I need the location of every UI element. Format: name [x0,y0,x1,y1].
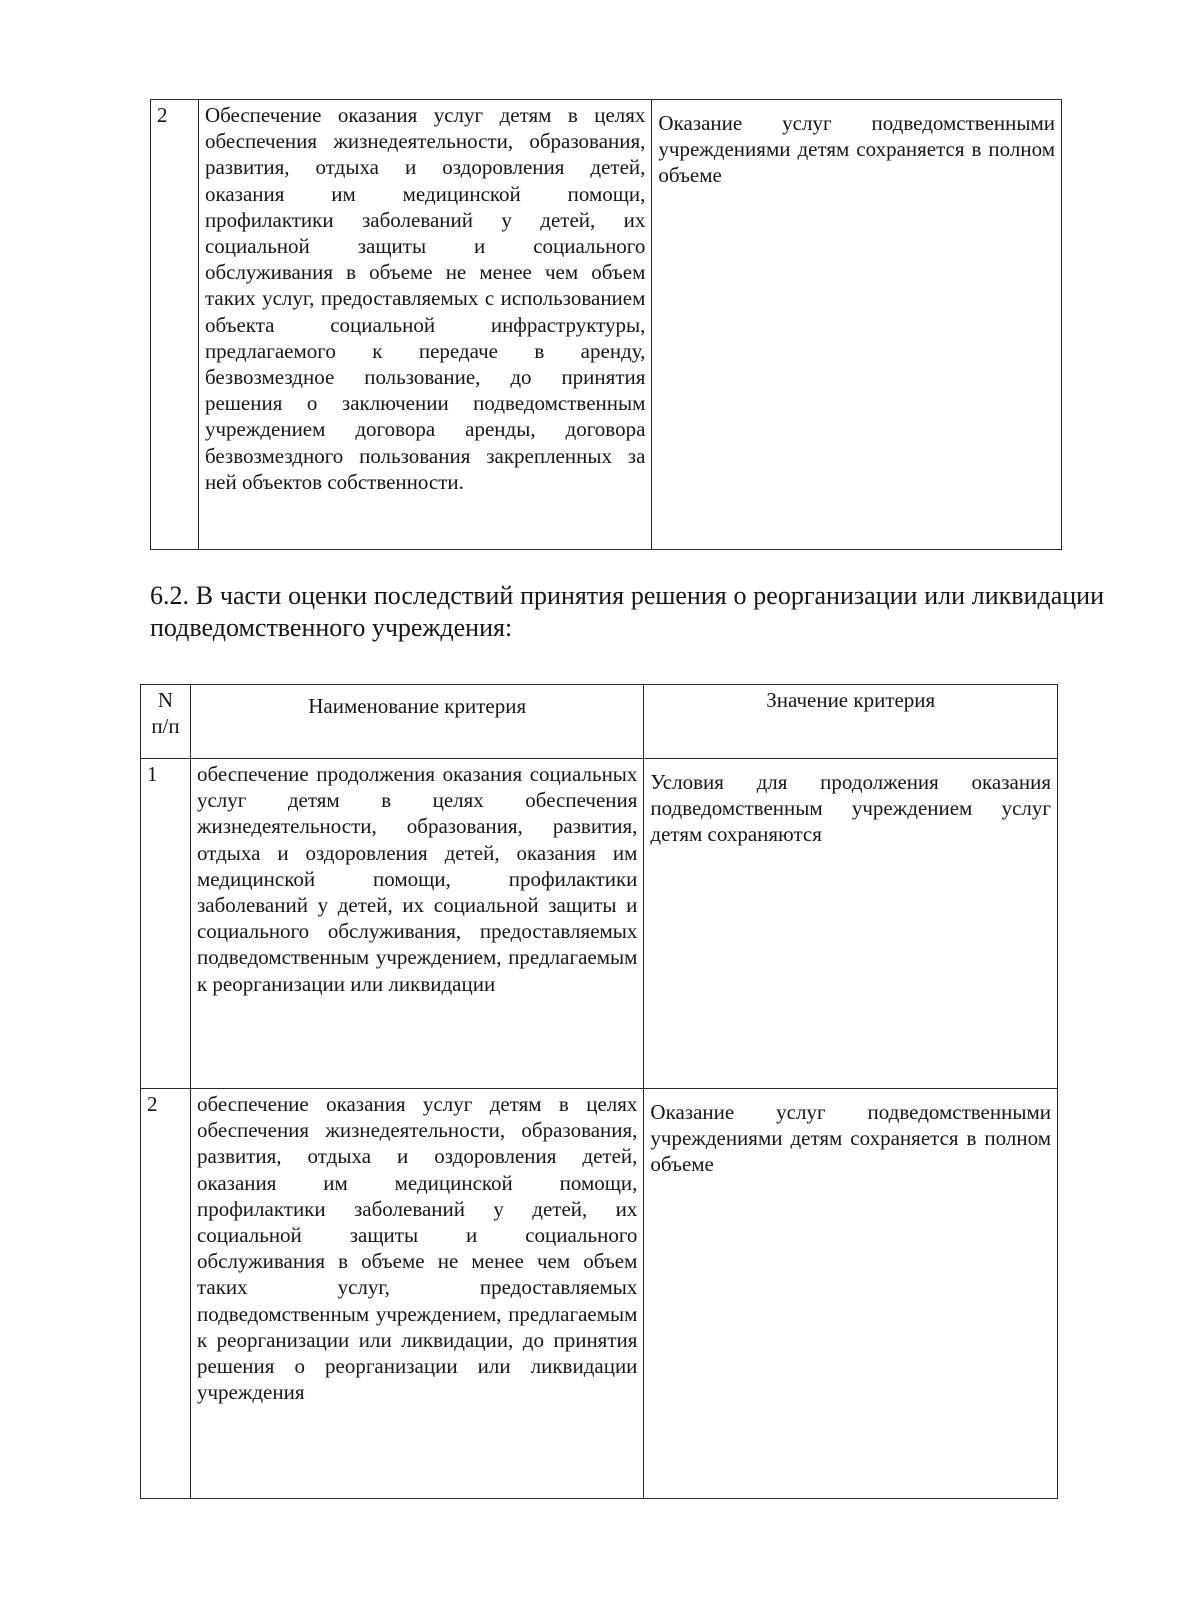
section-heading: 6.2. В части оценки последствий принятия решения о реорганизации или ликвидации подведомственного учреждения: [150,581,1104,642]
criterion-name: обеспечение продолжения оказания социальных услуг детям в целях обеспечения жизнедеятельности, образования, развития, отдыха и оздоровления детей, оказания им медицинской помощи, профилактики заболеваний у детей, их социальной защиты и социального обслуживания, предоставляемых подведомственным учреждением, предлагаемым к реорганизации или ликвидации [190,759,643,1089]
criteria-table [140,684,1058,1499]
criterion-name: Обеспечение оказания услуг детям в целях обеспечения жизнедеятельности, образования, развития, отдыха и оздоровления детей, оказания им медицинской помощи, профилактики заболеваний у детей, их социальной защиты и социального обслуживания в объеме не менее чем объем таких услуг, предоставляемых с использованием объекта социальной инфраструктуры, предлагаемого к передаче в аренду, безвозмездное пользование, до принятия решения о заключении подведомственным учреждением договора аренды, договора безвозмездного пользования закрепленных за ней объектов собственности. [198,100,651,550]
table-row [141,759,1058,1089]
criterion-name: обеспечение оказания услуг детям в целях обеспечения жизнедеятельности, образования, развития, отдыха и оздоровления детей, оказания им медицинской помощи, профилактики заболеваний у детей, их социальной защиты и социального обслуживания в объеме не менее чем объем таких услуг, предоставляемых подведомственным учреждением, предлагаемым к реорганизации или ликвидации, до принятия решения о реорганизации или ликвидации учреждения [190,1089,643,1499]
continued-criteria-table [150,99,1062,550]
row-number: 2 [141,1089,191,1499]
header-criterion: Наименование критерия [190,685,643,759]
table-row [151,100,1062,550]
criterion-value: Условия для продолжения оказания подведомственным учреждением услуг детям сохраняются [644,759,1058,1089]
table-row [141,1089,1058,1499]
header-number: N п/п [141,685,191,759]
header-value: Значение критерия [644,685,1058,759]
row-number: 1 [141,759,191,1089]
criterion-value: Оказание услуг подведомственными учреждениями детям сохраняется в полном объеме [652,100,1062,550]
criterion-value: Оказание услуг подведомственными учреждениями детям сохраняется в полном объеме [644,1089,1058,1499]
row-number: 2 [151,100,199,550]
table-header-row [141,685,1058,759]
